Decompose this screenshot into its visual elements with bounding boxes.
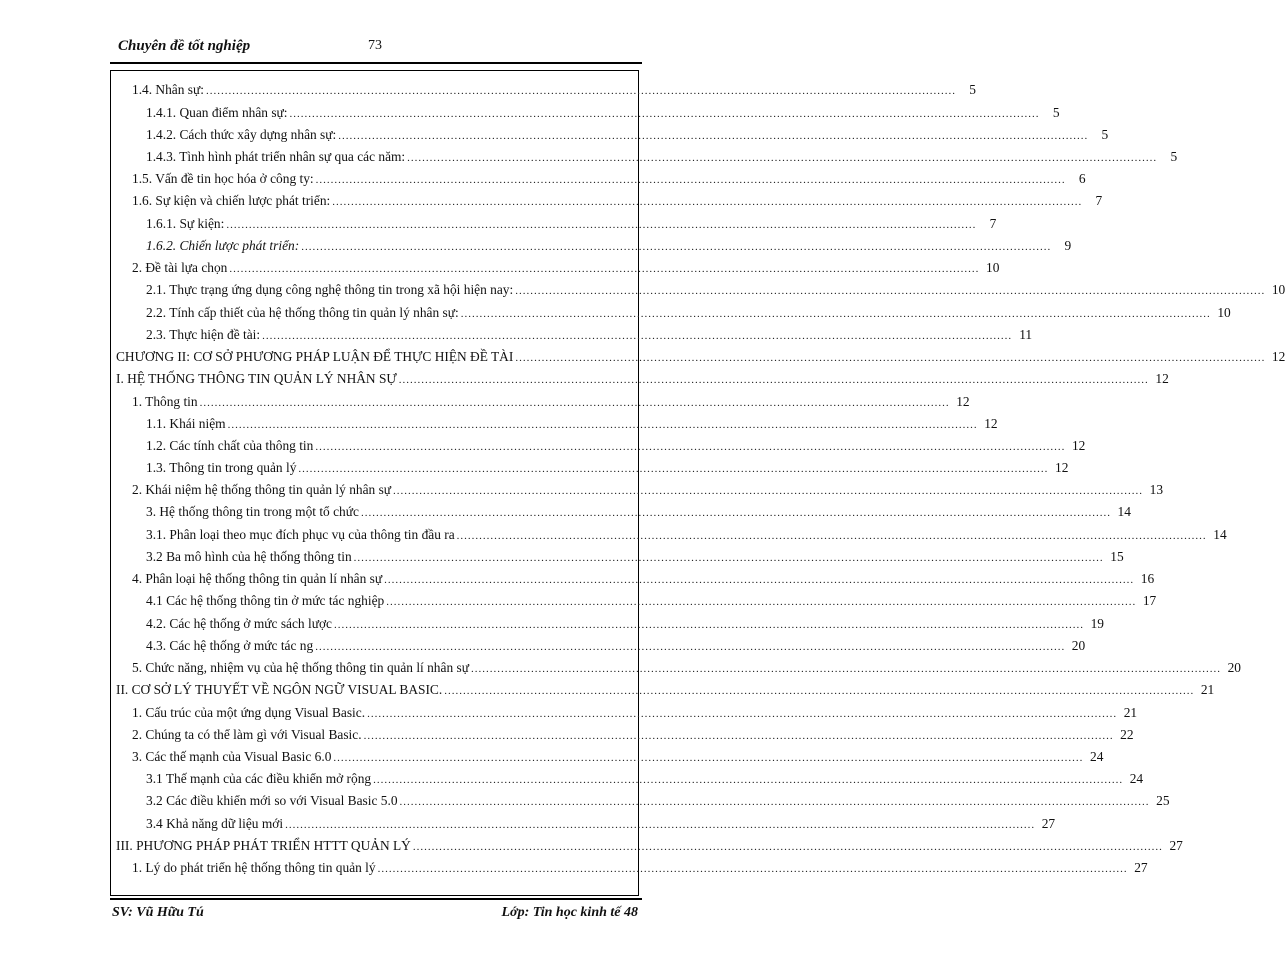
toc-entry-label: 1.5. Vấn đề tin học hóa ở công ty: [132, 171, 314, 186]
toc-entry [132, 857, 1148, 878]
toc-entry-label: 1. Cấu trúc của một ứng dụng Visual Basic. [132, 705, 366, 720]
dot-leader: ........................................................................................................................................................................................................ [262, 330, 1013, 342]
toc-entry-page: 12 [956, 394, 970, 409]
dot-leader: ........................................................................................................................................................................................................ [315, 174, 1066, 186]
dot-leader: ........................................................................................................................................................................................................ [315, 641, 1066, 653]
dot-leader: ........................................................................................................................................................................................................ [226, 219, 977, 231]
toc-entry [146, 546, 1124, 567]
toc-entry-page: 9 [1064, 238, 1072, 253]
dot-leader: ........................................................................................................................................................................................................ [360, 507, 1111, 519]
toc-entry-page: 14 [1117, 504, 1131, 519]
toc-entry [146, 524, 1227, 545]
toc-entry-label: 2.2. Tính cấp thiết của hệ thống thông tin quản lý nhân sự: [146, 305, 459, 320]
toc-entry [146, 102, 1060, 123]
toc-entry [146, 768, 1144, 789]
toc-entry-label: 2. Đề tài lựa chọn [132, 260, 228, 275]
toc-entry-page: 21 [1200, 682, 1215, 697]
toc-entry-label: 2. Chúng ta có thể làm gì với Visual Basic. [132, 727, 362, 742]
dot-leader: ........................................................................................................................................................................................................ [444, 685, 1195, 697]
toc-entry-page: 13 [1149, 482, 1164, 497]
toc-entry-page: 21 [1123, 705, 1138, 720]
toc-entry-label: 4.3. Các hệ thống ở mức tác ng [146, 638, 314, 653]
toc-entry-page: 5 [969, 82, 976, 97]
toc-entry [146, 235, 1072, 256]
dot-leader: ........................................................................................................................................................................................................ [333, 752, 1084, 764]
toc-entry-page: 11 [1019, 327, 1033, 342]
toc-entry [132, 702, 1138, 723]
toc-entry [146, 213, 997, 234]
toc-entry-label: 1. Thông tin [132, 394, 198, 409]
toc-entry-label: 3.2 Ba mô hình của hệ thống thông tin [146, 549, 352, 564]
toc-entry-page: 5 [1170, 149, 1178, 164]
toc-entry-page: 17 [1142, 593, 1157, 608]
toc-entry-label: II. CƠ SỞ LÝ THUYẾT VỀ NGÔN NGỮ VISUAL BASIC. [116, 682, 443, 697]
dot-leader: ........................................................................................................................................................................................................ [393, 485, 1144, 497]
toc-entry [146, 146, 1178, 167]
toc-entry-label: 4. Phân loại hệ thống thông tin quản lí nhân sự [132, 571, 383, 586]
dot-leader: ........................................................................................................................................................................................................ [407, 152, 1158, 164]
toc-entry-label: 3.4 Khả năng dữ liệu mới [146, 816, 284, 831]
dot-leader: ........................................................................................................................................................................................................ [515, 285, 1266, 297]
toc-entry-page: 12 [984, 416, 998, 431]
toc-entry-label: 1.6.1. Sự kiện: [146, 216, 225, 231]
toc-entry [132, 568, 1155, 589]
dot-leader: ........................................................................................................................................................................................................ [199, 397, 950, 409]
toc-entry [146, 813, 1056, 834]
toc-entry-page: 10 [1271, 282, 1285, 297]
dot-leader: ........................................................................................................................................................................................................ [229, 263, 980, 275]
toc-entry-label: 1.1. Khái niệm [146, 416, 226, 431]
toc-entry-label: 1.4. Nhân sự: [132, 82, 204, 97]
dot-leader: ........................................................................................................................................................................................................ [386, 596, 1137, 608]
toc-entry-label: 1.4.3. Tình hình phát triển nhân sự qua các năm: [146, 149, 406, 164]
toc-entry-page: 27 [1041, 816, 1056, 831]
dot-leader: ........................................................................................................................................................................................................ [373, 774, 1124, 786]
footer-student: SV: Vũ Hữu Tú [112, 905, 204, 920]
toc-entry-page: 15 [1110, 549, 1124, 564]
toc-entry-page: 22 [1120, 727, 1134, 742]
toc-entry [116, 368, 1169, 389]
toc-entry-page: 20 [1071, 638, 1086, 653]
toc-entry [116, 835, 1183, 856]
dot-leader: ........................................................................................................................................................................................................ [460, 308, 1211, 320]
toc-entry-page: 5 [1101, 127, 1109, 142]
toc-entry [146, 613, 1104, 634]
toc-entry [146, 635, 1086, 656]
dot-leader: ........................................................................................................................................................................................................ [298, 463, 1049, 475]
dot-leader: ........................................................................................................................................................................................................ [456, 530, 1207, 542]
toc-entry-page: 12 [1271, 349, 1285, 364]
toc-entry-page: 5 [1052, 105, 1060, 120]
toc-entry [132, 79, 976, 100]
toc-entry [146, 435, 1086, 456]
toc-entry-label: III. PHƯƠNG PHÁP PHÁT TRIỂN HTTT QUẢN LÝ [116, 838, 411, 853]
toc-entry-label: 4.2. Các hệ thống ở mức sách lược [146, 616, 332, 631]
toc-entry [132, 479, 1164, 500]
toc-entry-label: 2. Khái niệm hệ thống thông tin quản lý nhân sự [132, 482, 392, 497]
dot-leader: ........................................................................................................................................................................................................ [363, 730, 1114, 742]
toc-entry-label: 3.1. Phân loại theo mục đích phục vụ của thông tin đầu ra [146, 527, 455, 542]
dot-leader: ........................................................................................................................................................................................................ [412, 841, 1163, 853]
dot-leader: ........................................................................................................................................................................................................ [332, 196, 1083, 208]
dot-leader: ........................................................................................................................................................................................................ [315, 441, 1066, 453]
dot-leader: ........................................................................................................................................................................................................ [398, 374, 1149, 386]
dot-leader: ........................................................................................................................................................................................................ [384, 574, 1135, 586]
toc-entry [132, 724, 1134, 745]
dot-leader: ........................................................................................................................................................................................................ [227, 419, 978, 431]
toc-entry-label: 4.1 Các hệ thống thông tin ở mức tác nghiệp [146, 593, 385, 608]
dot-leader: ........................................................................................................................................................................................................ [338, 130, 1089, 142]
dot-leader: ........................................................................................................................................................................................................ [353, 552, 1104, 564]
toc-entry-page: 19 [1090, 616, 1104, 631]
toc-entry-page: 12 [1071, 438, 1086, 453]
toc-entry [132, 190, 1103, 211]
toc-entry-label: 1.3. Thông tin trong quản lý [146, 460, 297, 475]
toc-entry-label: 1.4.1. Quan điểm nhân sự: [146, 105, 288, 120]
toc-entry-page: 10 [986, 260, 1000, 275]
toc-entry-page: 7 [989, 216, 997, 231]
toc-entry-label: 1.4.2. Cách thức xây dựng nhân sự: [146, 127, 337, 142]
toc-entry-page: 27 [1169, 838, 1183, 853]
toc-entry [132, 746, 1104, 767]
toc-entry-label: 3.2 Các điều khiển mới so với Visual Basic 5.0 [146, 793, 398, 808]
toc-entry-label: 1.6. Sự kiện và chiến lược phát triển: [132, 193, 331, 208]
toc-entry-label: CHƯƠNG II: CƠ SỞ PHƯƠNG PHÁP LUẬN ĐỂ THỰC HIỆN ĐỀ TÀI [116, 349, 514, 364]
toc-entry-label: 1.2. Các tính chất của thông tin [146, 438, 314, 453]
dot-leader: ........................................................................................................................................................................................................ [399, 796, 1150, 808]
toc-entry-label: 3.1 Thế mạnh của các điều khiển mở rộng [146, 771, 372, 786]
toc-entry [132, 657, 1241, 678]
toc-entry-page: 14 [1213, 527, 1227, 542]
dot-leader: ........................................................................................................................................................................................................ [377, 863, 1128, 875]
dot-leader: ........................................................................................................................................................................................................ [285, 819, 1036, 831]
toc-entry-page: 10 [1217, 305, 1231, 320]
toc-entry [146, 590, 1157, 611]
toc-entry [146, 790, 1170, 811]
toc-entry [146, 302, 1231, 323]
toc-entry-label: 3. Các thế mạnh của Visual Basic 6.0 [132, 749, 332, 764]
toc-entry-page: 25 [1156, 793, 1170, 808]
toc-entry [132, 257, 1000, 278]
dot-leader: ........................................................................................................................................................................................................ [301, 241, 1052, 253]
header-rule [110, 62, 642, 64]
toc-entry-page: 24 [1129, 771, 1144, 786]
toc-entry [146, 324, 1033, 345]
toc-entry-label: 2.3. Thực hiện đề tài: [146, 327, 261, 342]
toc-entry [146, 501, 1131, 522]
dot-leader: ........................................................................................................................................................................................................ [470, 663, 1221, 675]
toc-entry-label: 5. Chức năng, nhiệm vụ của hệ thống thông tin quản lí nhân sự [132, 660, 469, 675]
toc-entry-page: 6 [1078, 171, 1086, 186]
header-title: Chuyên đề tốt nghiệp [118, 38, 251, 54]
toc-entry [146, 457, 1069, 478]
dot-leader: ........................................................................................................................................................................................................ [205, 85, 956, 97]
toc-entry-page: 12 [1155, 371, 1169, 386]
page-number: 73 [368, 38, 382, 53]
toc-entry-label: 1. Lý do phát triển hệ thống thông tin quản lý [132, 860, 376, 875]
toc-entry-page: 16 [1140, 571, 1155, 586]
toc-entry [146, 279, 1285, 300]
toc-entry-page: 24 [1090, 749, 1104, 764]
toc-entry-label: 1.6.2. Chiến lược phát triển: [146, 238, 300, 253]
footer-rule [110, 898, 642, 900]
toc-entry [132, 168, 1086, 189]
toc-entry-page: 7 [1095, 193, 1103, 208]
toc-entry-label: I. HỆ THỐNG THÔNG TIN QUẢN LÝ NHÂN SỰ [116, 371, 397, 386]
dot-leader: ........................................................................................................................................................................................................ [367, 708, 1118, 720]
toc-entry-page: 20 [1227, 660, 1241, 675]
toc-entry [146, 124, 1109, 145]
toc-entry-label: 3. Hệ thống thông tin trong một tổ chức [146, 504, 359, 519]
dot-leader: ........................................................................................................................................................................................................ [333, 619, 1084, 631]
toc-entry [146, 413, 998, 434]
footer-class: Lớp: Tin học kinh tế 48 [501, 905, 638, 920]
toc-entry-page: 12 [1055, 460, 1069, 475]
dot-leader: ........................................................................................................................................................................................................ [289, 108, 1040, 120]
toc-entry [116, 679, 1215, 700]
toc-entry-page: 27 [1134, 860, 1148, 875]
dot-leader: ........................................................................................................................................................................................................ [515, 352, 1266, 364]
toc-entry-label: 2.1. Thực trạng ứng dụng công nghệ thông tin trong xã hội hiện nay: [146, 282, 514, 297]
toc-entry [116, 346, 1285, 367]
toc-entry [132, 391, 970, 412]
